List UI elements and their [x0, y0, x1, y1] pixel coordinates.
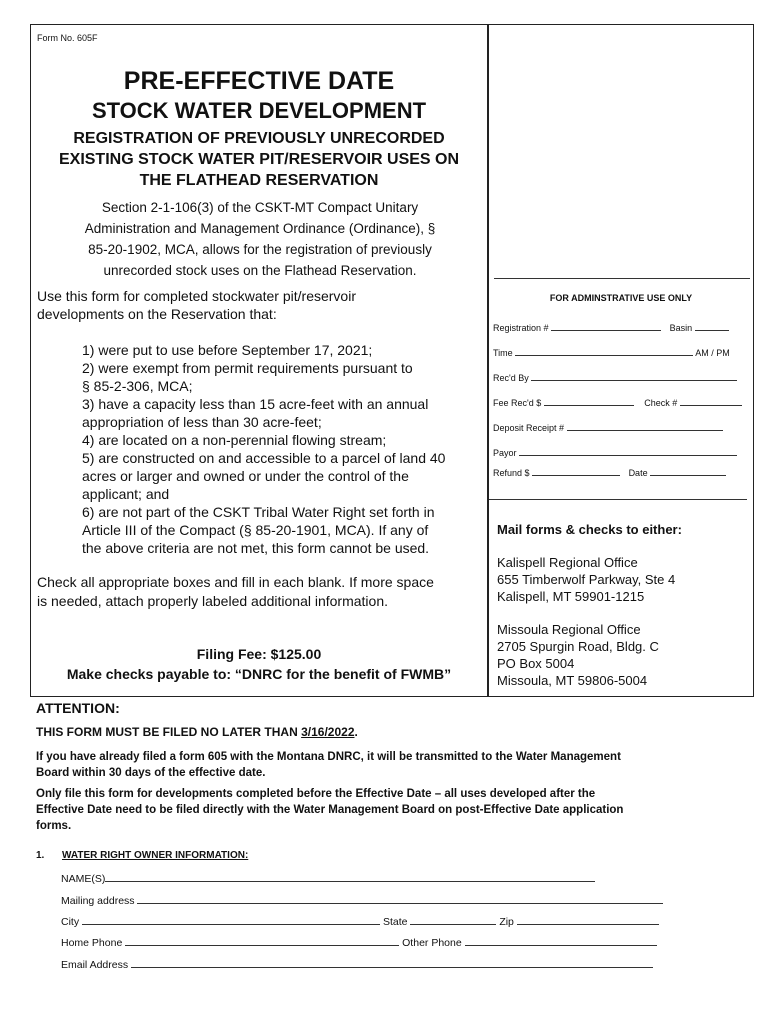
email-label: Email Address — [61, 959, 129, 971]
address-line: PO Box 5004 — [497, 656, 575, 671]
payor-row — [493, 445, 749, 458]
check-boxes-text — [37, 573, 481, 611]
city-row — [61, 914, 659, 928]
fee-row — [493, 395, 749, 408]
fee-recd-field[interactable] — [544, 395, 634, 406]
email-field[interactable] — [131, 957, 653, 968]
title-line-1: PRE-EFFECTIVE DATE — [123, 67, 395, 95]
missoula-address — [497, 621, 747, 689]
ordinance-line-2: Administration and Management Ordinance (Ordinance), § — [84, 221, 436, 236]
check-line-2: is needed, attach properly labeled additional information. — [37, 593, 389, 609]
column-divider — [487, 25, 489, 696]
check-number-field[interactable] — [680, 395, 742, 406]
subtitle-line-2: EXISTING STOCK WATER PIT/RESERVOIR USES ON — [58, 151, 460, 168]
ordinance-line-1: Section 2-1-106(3) of the CSKT-MT Compact Unitary — [101, 200, 419, 215]
mailing-label: Mailing address — [61, 895, 135, 907]
address-line: 655 Timberwolf Parkway, Ste 4 — [497, 572, 676, 587]
deadline-date: 3/16/2022 — [301, 725, 355, 739]
effective-line-3: forms. — [36, 820, 72, 832]
filing-fee — [31, 644, 487, 684]
criteria-line: 5) are constructed on and accessible to a parcel of land 40 — [82, 450, 446, 466]
time-label: Time — [493, 348, 513, 358]
criteria-line: applicant; and — [82, 486, 170, 502]
owner-info-heading — [36, 850, 248, 861]
admin-title: FOR ADMINSTRATIVE USE ONLY — [549, 293, 693, 303]
address-line: Kalispell Regional Office — [497, 555, 638, 570]
registration-label: Registration # — [493, 323, 549, 333]
criteria-line: Article III of the Compact (§ 85-20-1901, MCA). If any of — [82, 522, 429, 538]
email-row — [61, 957, 653, 971]
payor-label: Payor — [493, 448, 517, 458]
fee-recd-label: Fee Rec'd $ — [493, 398, 542, 408]
refund-row — [493, 465, 749, 478]
address-line: Missoula, MT 59806-5004 — [497, 673, 648, 688]
zip-label: Zip — [499, 916, 514, 928]
deposit-row — [493, 420, 749, 433]
subtitle-line-1: REGISTRATION OF PREVIOUSLY UNRECORDED — [73, 130, 445, 147]
mailing-row — [61, 893, 663, 907]
form-number: Form No. 605F — [37, 33, 98, 43]
check-line-1: Check all appropriate boxes and fill in each blank. If more space — [37, 574, 434, 590]
recd-by-label: Rec'd By — [493, 373, 529, 383]
city-field[interactable] — [82, 914, 380, 925]
use-form-line-1: Use this form for completed stockwater pit/reservoir — [37, 288, 356, 304]
criteria-line: 2) were exempt from permit requirements pursuant to — [82, 360, 413, 376]
payor-field[interactable] — [519, 445, 737, 456]
other-phone-field[interactable] — [465, 935, 657, 946]
payable-to: Make checks payable to: “DNRC for the benefit of FWMB” — [66, 666, 452, 682]
name-field[interactable] — [105, 871, 595, 882]
use-form-line-2: developments on the Reservation that: — [37, 306, 277, 322]
deadline-prefix: THIS FORM MUST BE FILED NO LATER THAN — [36, 725, 302, 739]
subtitle — [31, 128, 487, 191]
deadline-line — [36, 725, 358, 739]
address-line: Missoula Regional Office — [497, 622, 641, 637]
refund-field[interactable] — [532, 465, 620, 476]
deposit-label: Deposit Receipt # — [493, 423, 565, 433]
ordinance-line-4: unrecorded stock uses on the Flathead Reservation. — [103, 263, 417, 278]
admin-top-rule — [494, 278, 750, 279]
home-phone-field[interactable] — [125, 935, 399, 946]
city-label: City — [61, 916, 80, 928]
mailing-field[interactable] — [137, 893, 663, 904]
recd-by-field[interactable] — [531, 370, 737, 381]
filing-fee-amount: Filing Fee: $125.00 — [196, 646, 322, 662]
zip-field[interactable] — [517, 914, 659, 925]
time-row — [493, 345, 749, 358]
admin-bottom-rule — [489, 499, 747, 500]
title-line-2: STOCK WATER DEVELOPMENT — [91, 98, 427, 123]
state-label: State — [382, 916, 408, 928]
registration-field[interactable] — [551, 320, 661, 331]
basin-field[interactable] — [695, 320, 729, 331]
transmit-line-1: If you have already filed a form 605 with the Montana DNRC, it will be transmitted to the Water Management — [36, 751, 621, 763]
state-field[interactable] — [410, 914, 496, 925]
subtitle-line-3: THE FLATHEAD RESERVATION — [139, 172, 379, 189]
section-number: 1. — [36, 850, 45, 861]
transmit-notice — [36, 749, 736, 781]
criteria-line: 6) are not part of the CSKT Tribal Water Right set forth in — [82, 504, 435, 520]
phone-row — [61, 935, 657, 949]
criteria-line: 3) have a capacity less than 15 acre-feet with an annual — [82, 396, 429, 412]
criteria-line: 4) are located on a non-perennial flowing stream; — [82, 432, 387, 448]
refund-date-field[interactable] — [650, 465, 726, 476]
check-number-label: Check # — [644, 398, 678, 408]
criteria-line: § 85-2-306, MCA; — [82, 378, 193, 394]
am-pm-label: AM / PM — [695, 348, 730, 358]
ordinance-line-3: 85-20-1902, MCA, allows for the registration of previously — [88, 242, 432, 257]
criteria-line: the above criteria are not met, this form cannot be used. — [82, 540, 430, 556]
registration-row — [493, 320, 749, 333]
header-box — [30, 24, 754, 697]
other-phone-label: Other Phone — [402, 937, 462, 949]
deposit-field[interactable] — [567, 420, 723, 431]
ordinance-text — [55, 197, 465, 281]
effective-line-1: Only file this form for developments completed before the Effective Date – all uses developed after the — [36, 788, 596, 800]
home-phone-label: Home Phone — [61, 937, 123, 949]
criteria-list — [82, 341, 482, 557]
name-row — [61, 871, 595, 885]
mail-heading: Mail forms & checks to either: — [497, 522, 682, 537]
criteria-line: acres or larger and owned or under the control of the — [82, 468, 409, 484]
criteria-line: appropriation of less than 30 acre-feet; — [82, 414, 322, 430]
section-title: WATER RIGHT OWNER INFORMATION: — [62, 850, 249, 861]
refund-label: Refund $ — [493, 468, 530, 478]
time-field[interactable] — [515, 345, 693, 356]
recd-by-row — [493, 370, 749, 383]
kalispell-address — [497, 554, 747, 605]
effective-date-notice — [36, 786, 736, 834]
use-form-text — [37, 287, 477, 323]
refund-date-label: Date — [628, 468, 648, 478]
deadline-suffix: . — [354, 725, 358, 739]
transmit-line-2: Board within 30 days of the effective date. — [36, 767, 266, 779]
address-line: Kalispell, MT 59901-1215 — [497, 589, 645, 604]
name-label: NAME(S) — [61, 873, 106, 885]
address-line: 2705 Spurgin Road, Bldg. C — [497, 639, 659, 654]
effective-line-2: Effective Date need to be filed directly with the Water Management Board on post-Effective Date application — [36, 804, 624, 816]
attention-heading: ATTENTION: — [36, 700, 120, 716]
criteria-line: 1) were put to use before September 17, 2021; — [82, 342, 373, 358]
basin-label: Basin — [669, 323, 693, 333]
